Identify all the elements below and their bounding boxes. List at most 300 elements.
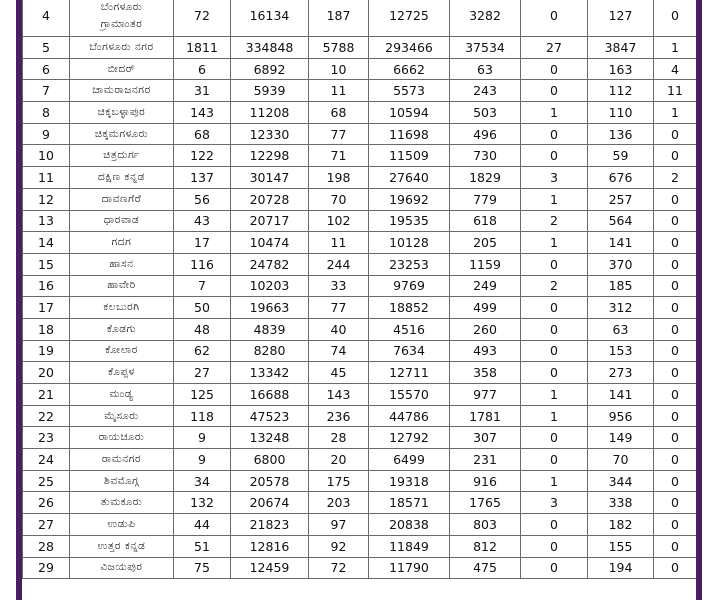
table-row (23, 405, 697, 427)
count-col-3-cell: 92 (309, 535, 369, 557)
count-col-4-cell: 12725 (369, 0, 450, 37)
count-col-3-cell: 10 (309, 58, 369, 80)
count-col-1-cell: 125 (174, 384, 231, 406)
count-col-5-cell: 812 (450, 535, 521, 557)
serial-number-cell: 26 (23, 492, 70, 514)
district-name-cell (70, 318, 174, 340)
count-col-1-cell: 137 (174, 167, 231, 189)
count-col-2-cell: 8280 (231, 340, 309, 362)
count-col-2-cell: 12816 (231, 535, 309, 557)
count-col-8-cell: 0 (654, 384, 697, 406)
count-col-8-cell: 0 (654, 253, 697, 275)
count-col-1-cell: 143 (174, 102, 231, 124)
count-col-5-cell: 475 (450, 557, 521, 579)
table-row (23, 167, 697, 189)
count-col-6-cell: 1 (521, 384, 588, 406)
district-name-cell (70, 80, 174, 102)
count-col-8-cell: 0 (654, 275, 697, 297)
count-col-4-cell: 7634 (369, 340, 450, 362)
serial-number-cell: 10 (23, 145, 70, 167)
district-name-cell (70, 449, 174, 471)
count-col-1-cell: 34 (174, 470, 231, 492)
district-name-cell (70, 362, 174, 384)
district-name-line: ಚಿಕ್ಕಮಗಳೂರು (94, 127, 149, 140)
count-col-7-cell: 149 (588, 427, 654, 449)
table-row (23, 318, 697, 340)
serial-number-cell: 9 (23, 123, 70, 145)
count-col-5-cell: 37534 (450, 37, 521, 59)
count-col-2-cell: 12330 (231, 123, 309, 145)
count-col-6-cell: 0 (521, 0, 588, 37)
count-col-8-cell: 0 (654, 210, 697, 232)
table-row (23, 188, 697, 210)
district-name-line: ಗ್ರಾಮಾಂತರ (100, 17, 143, 30)
count-col-6-cell: 3 (521, 167, 588, 189)
count-col-8-cell: 0 (654, 318, 697, 340)
table-row (23, 37, 697, 59)
count-col-8-cell: 0 (654, 188, 697, 210)
count-col-5-cell: 358 (450, 362, 521, 384)
count-col-3-cell: 70 (309, 188, 369, 210)
count-col-5-cell: 63 (450, 58, 521, 80)
count-col-3-cell: 198 (309, 167, 369, 189)
table-row (23, 297, 697, 319)
district-name-line: ಉತ್ತರ ಕನ್ನಡ (97, 539, 146, 552)
district-name-cell (70, 123, 174, 145)
district-name-cell (70, 514, 174, 536)
count-col-1-cell: 62 (174, 340, 231, 362)
count-col-3-cell: 71 (309, 145, 369, 167)
count-col-7-cell: 956 (588, 405, 654, 427)
count-col-2-cell: 20728 (231, 188, 309, 210)
count-col-1-cell: 132 (174, 492, 231, 514)
count-col-6-cell: 0 (521, 80, 588, 102)
count-col-1-cell: 122 (174, 145, 231, 167)
count-col-7-cell: 182 (588, 514, 654, 536)
serial-number-cell: 23 (23, 427, 70, 449)
count-col-1-cell: 51 (174, 535, 231, 557)
count-col-6-cell: 0 (521, 145, 588, 167)
count-col-4-cell: 15570 (369, 384, 450, 406)
count-col-4-cell: 18571 (369, 492, 450, 514)
count-col-3-cell: 236 (309, 405, 369, 427)
count-col-7-cell: 194 (588, 557, 654, 579)
count-col-3-cell: 244 (309, 253, 369, 275)
count-col-7-cell: 136 (588, 123, 654, 145)
count-col-2-cell: 11208 (231, 102, 309, 124)
count-col-3-cell: 74 (309, 340, 369, 362)
count-col-8-cell: 1 (654, 37, 697, 59)
district-name-line: ಬೆಂಗಳೂರು ನಗರ (89, 40, 154, 53)
count-col-8-cell: 0 (654, 0, 697, 37)
count-col-2-cell: 20717 (231, 210, 309, 232)
count-col-3-cell: 72 (309, 557, 369, 579)
table-sheet (22, 0, 696, 600)
count-col-4-cell: 12711 (369, 362, 450, 384)
count-col-4-cell: 23253 (369, 253, 450, 275)
district-name-cell (70, 535, 174, 557)
district-name-line: ಕೊಡಗು (106, 322, 137, 335)
serial-number-cell: 7 (23, 80, 70, 102)
count-col-7-cell: 163 (588, 58, 654, 80)
serial-number-cell: 13 (23, 210, 70, 232)
count-col-5-cell: 3282 (450, 0, 521, 37)
serial-number-cell: 5 (23, 37, 70, 59)
count-col-7-cell: 185 (588, 275, 654, 297)
count-col-5-cell: 779 (450, 188, 521, 210)
count-col-8-cell: 0 (654, 535, 697, 557)
count-col-7-cell: 344 (588, 470, 654, 492)
count-col-4-cell: 19692 (369, 188, 450, 210)
count-col-8-cell: 0 (654, 297, 697, 319)
serial-number-cell: 16 (23, 275, 70, 297)
serial-number-cell: 22 (23, 405, 70, 427)
count-col-7-cell: 63 (588, 318, 654, 340)
count-col-3-cell: 187 (309, 0, 369, 37)
count-col-2-cell: 24782 (231, 253, 309, 275)
table-row (23, 492, 697, 514)
district-name-cell (70, 253, 174, 275)
count-col-6-cell: 1 (521, 232, 588, 254)
count-col-2-cell: 6892 (231, 58, 309, 80)
count-col-4-cell: 293466 (369, 37, 450, 59)
count-col-2-cell: 30147 (231, 167, 309, 189)
count-col-8-cell: 0 (654, 232, 697, 254)
count-col-4-cell: 10594 (369, 102, 450, 124)
district-name-line: ದಕ್ಷಿಣ ಕನ್ನಡ (98, 170, 145, 183)
table-row (23, 232, 697, 254)
table-row (23, 514, 697, 536)
serial-number-cell: 17 (23, 297, 70, 319)
count-col-5-cell: 260 (450, 318, 521, 340)
district-name-line: ವಿಜಯಪುರ (100, 561, 143, 574)
count-col-8-cell: 0 (654, 449, 697, 471)
document-frame (16, 0, 702, 600)
count-col-3-cell: 175 (309, 470, 369, 492)
table-row (23, 384, 697, 406)
count-col-4-cell: 9769 (369, 275, 450, 297)
count-col-4-cell: 4516 (369, 318, 450, 340)
serial-number-cell: 15 (23, 253, 70, 275)
count-col-5-cell: 496 (450, 123, 521, 145)
serial-number-cell: 14 (23, 232, 70, 254)
count-col-3-cell: 40 (309, 318, 369, 340)
count-col-6-cell: 2 (521, 275, 588, 297)
count-col-4-cell: 11698 (369, 123, 450, 145)
count-col-1-cell: 68 (174, 123, 231, 145)
count-col-8-cell: 0 (654, 427, 697, 449)
district-name-cell (70, 58, 174, 80)
count-col-3-cell: 45 (309, 362, 369, 384)
count-col-1-cell: 1811 (174, 37, 231, 59)
count-col-3-cell: 77 (309, 123, 369, 145)
serial-number-cell: 28 (23, 535, 70, 557)
count-col-5-cell: 916 (450, 470, 521, 492)
count-col-8-cell: 1 (654, 102, 697, 124)
district-name-line: ಗದಗ (111, 236, 132, 249)
table-row (23, 58, 697, 80)
count-col-4-cell: 6662 (369, 58, 450, 80)
count-col-1-cell: 17 (174, 232, 231, 254)
table-row (23, 102, 697, 124)
serial-number-cell: 4 (23, 0, 70, 37)
count-col-6-cell: 0 (521, 340, 588, 362)
count-col-7-cell: 155 (588, 535, 654, 557)
district-name-line: ತುಮಕೂರು (100, 496, 143, 509)
serial-number-cell: 12 (23, 188, 70, 210)
district-name-cell (70, 557, 174, 579)
serial-number-cell: 24 (23, 449, 70, 471)
table-row (23, 427, 697, 449)
table-row (23, 449, 697, 471)
serial-number-cell: 29 (23, 557, 70, 579)
count-col-1-cell: 31 (174, 80, 231, 102)
count-col-6-cell: 0 (521, 362, 588, 384)
count-col-7-cell: 127 (588, 0, 654, 37)
count-col-6-cell: 0 (521, 58, 588, 80)
district-name-cell (70, 37, 174, 59)
district-name-line: ಶಿವಮೊಗ್ಗ (103, 474, 140, 487)
table-row (23, 535, 697, 557)
count-col-8-cell: 0 (654, 362, 697, 384)
count-col-6-cell: 0 (521, 253, 588, 275)
count-col-4-cell: 5573 (369, 80, 450, 102)
count-col-6-cell: 1 (521, 102, 588, 124)
count-col-6-cell: 0 (521, 557, 588, 579)
count-col-5-cell: 1765 (450, 492, 521, 514)
count-col-2-cell: 4839 (231, 318, 309, 340)
count-col-7-cell: 338 (588, 492, 654, 514)
table-row (23, 145, 697, 167)
count-col-6-cell: 0 (521, 514, 588, 536)
count-col-7-cell: 141 (588, 384, 654, 406)
count-col-2-cell: 334848 (231, 37, 309, 59)
count-col-7-cell: 70 (588, 449, 654, 471)
district-name-line: ರಾಮನಗರ (101, 452, 142, 465)
count-col-2-cell: 10474 (231, 232, 309, 254)
district-name-cell (70, 405, 174, 427)
count-col-2-cell: 12459 (231, 557, 309, 579)
count-col-7-cell: 273 (588, 362, 654, 384)
district-name-cell (70, 275, 174, 297)
count-col-3-cell: 11 (309, 232, 369, 254)
count-col-6-cell: 0 (521, 123, 588, 145)
count-col-6-cell: 27 (521, 37, 588, 59)
count-col-6-cell: 0 (521, 318, 588, 340)
count-col-7-cell: 59 (588, 145, 654, 167)
count-col-1-cell: 72 (174, 0, 231, 37)
serial-number-cell: 11 (23, 167, 70, 189)
count-col-1-cell: 9 (174, 427, 231, 449)
table-row (23, 210, 697, 232)
district-name-cell (70, 492, 174, 514)
count-col-2-cell: 13342 (231, 362, 309, 384)
district-name-line: ಕಲಬುರಗಿ (103, 301, 140, 314)
district-name-line: ಧಾರವಾಡ (103, 214, 140, 227)
count-col-1-cell: 50 (174, 297, 231, 319)
count-col-6-cell: 1 (521, 405, 588, 427)
count-col-7-cell: 564 (588, 210, 654, 232)
table-row (23, 123, 697, 145)
district-name-cell (70, 0, 174, 37)
count-col-1-cell: 7 (174, 275, 231, 297)
count-col-5-cell: 205 (450, 232, 521, 254)
count-col-3-cell: 11 (309, 80, 369, 102)
district-name-cell (70, 210, 174, 232)
count-col-1-cell: 118 (174, 405, 231, 427)
count-col-7-cell: 153 (588, 340, 654, 362)
count-col-3-cell: 77 (309, 297, 369, 319)
count-col-2-cell: 19663 (231, 297, 309, 319)
count-col-3-cell: 97 (309, 514, 369, 536)
district-name-cell (70, 102, 174, 124)
count-col-3-cell: 68 (309, 102, 369, 124)
count-col-7-cell: 3847 (588, 37, 654, 59)
count-col-3-cell: 102 (309, 210, 369, 232)
count-col-4-cell: 44786 (369, 405, 450, 427)
count-col-8-cell: 0 (654, 492, 697, 514)
count-col-5-cell: 618 (450, 210, 521, 232)
district-name-cell (70, 145, 174, 167)
count-col-1-cell: 56 (174, 188, 231, 210)
count-col-5-cell: 1829 (450, 167, 521, 189)
count-col-3-cell: 143 (309, 384, 369, 406)
count-col-5-cell: 249 (450, 275, 521, 297)
count-col-4-cell: 18852 (369, 297, 450, 319)
count-col-8-cell: 0 (654, 123, 697, 145)
serial-number-cell: 20 (23, 362, 70, 384)
district-name-cell (70, 232, 174, 254)
count-col-1-cell: 27 (174, 362, 231, 384)
count-col-4-cell: 11790 (369, 557, 450, 579)
count-col-3-cell: 33 (309, 275, 369, 297)
district-name-line: ಹಾಸನ (109, 257, 134, 270)
district-name-line: ಚಿಕ್ಕಬಳ್ಳಾಪುರ (97, 105, 146, 118)
count-col-8-cell: 0 (654, 340, 697, 362)
count-col-1-cell: 116 (174, 253, 231, 275)
count-col-4-cell: 12792 (369, 427, 450, 449)
count-col-6-cell: 0 (521, 535, 588, 557)
count-col-2-cell: 20674 (231, 492, 309, 514)
serial-number-cell: 8 (23, 102, 70, 124)
district-name-cell (70, 384, 174, 406)
count-col-4-cell: 11509 (369, 145, 450, 167)
district-name-cell (70, 188, 174, 210)
district-name-cell (70, 340, 174, 362)
district-name-line: ಬೀದರ್ (107, 62, 136, 75)
table-row (23, 275, 697, 297)
count-col-5-cell: 243 (450, 80, 521, 102)
serial-number-cell: 21 (23, 384, 70, 406)
count-col-4-cell: 6499 (369, 449, 450, 471)
count-col-1-cell: 75 (174, 557, 231, 579)
serial-number-cell: 27 (23, 514, 70, 536)
district-name-line: ದಾವಣಗೆರೆ (101, 192, 142, 205)
district-name-cell (70, 297, 174, 319)
count-col-2-cell: 5939 (231, 80, 309, 102)
count-col-6-cell: 3 (521, 492, 588, 514)
count-col-2-cell: 10203 (231, 275, 309, 297)
serial-number-cell: 19 (23, 340, 70, 362)
count-col-6-cell: 0 (521, 297, 588, 319)
table-row (23, 0, 697, 37)
count-col-8-cell: 11 (654, 80, 697, 102)
count-col-5-cell: 977 (450, 384, 521, 406)
district-name-cell (70, 167, 174, 189)
district-name-line: ರಾಯಚೂರು (98, 431, 145, 444)
district-name-line: ಚಿತ್ರದುರ್ಗ (103, 149, 140, 162)
count-col-4-cell: 20838 (369, 514, 450, 536)
count-col-5-cell: 231 (450, 449, 521, 471)
count-col-6-cell: 2 (521, 210, 588, 232)
count-col-3-cell: 20 (309, 449, 369, 471)
count-col-6-cell: 0 (521, 427, 588, 449)
count-col-5-cell: 499 (450, 297, 521, 319)
count-col-8-cell: 0 (654, 557, 697, 579)
count-col-7-cell: 312 (588, 297, 654, 319)
count-col-6-cell: 1 (521, 470, 588, 492)
count-col-1-cell: 48 (174, 318, 231, 340)
district-name-line: ಕೊಪ್ಪಳ (108, 366, 135, 379)
count-col-1-cell: 9 (174, 449, 231, 471)
serial-number-cell: 6 (23, 58, 70, 80)
district-data-table (22, 0, 696, 579)
count-col-4-cell: 19318 (369, 470, 450, 492)
count-col-4-cell: 19535 (369, 210, 450, 232)
count-col-5-cell: 803 (450, 514, 521, 536)
count-col-5-cell: 503 (450, 102, 521, 124)
count-col-7-cell: 676 (588, 167, 654, 189)
count-col-1-cell: 43 (174, 210, 231, 232)
count-col-2-cell: 6800 (231, 449, 309, 471)
district-name-cell (70, 427, 174, 449)
count-col-2-cell: 16134 (231, 0, 309, 37)
count-col-7-cell: 110 (588, 102, 654, 124)
district-name-line: ಹಾವೇರಿ (107, 279, 136, 292)
count-col-7-cell: 112 (588, 80, 654, 102)
count-col-4-cell: 10128 (369, 232, 450, 254)
count-col-5-cell: 1159 (450, 253, 521, 275)
count-col-6-cell: 0 (521, 449, 588, 471)
district-name-line: ಉಡುಪಿ (107, 517, 136, 530)
count-col-1-cell: 6 (174, 58, 231, 80)
count-col-7-cell: 257 (588, 188, 654, 210)
count-col-8-cell: 2 (654, 167, 697, 189)
table-row (23, 470, 697, 492)
district-name-line: ಕೋಲಾರ (105, 344, 138, 357)
count-col-1-cell: 44 (174, 514, 231, 536)
table-row (23, 80, 697, 102)
table-row (23, 557, 697, 579)
count-col-2-cell: 21823 (231, 514, 309, 536)
district-name-cell (70, 470, 174, 492)
count-col-8-cell: 0 (654, 145, 697, 167)
count-col-2-cell: 13248 (231, 427, 309, 449)
count-col-8-cell: 0 (654, 470, 697, 492)
count-col-8-cell: 0 (654, 405, 697, 427)
table-row (23, 362, 697, 384)
count-col-3-cell: 203 (309, 492, 369, 514)
count-col-5-cell: 307 (450, 427, 521, 449)
count-col-2-cell: 12298 (231, 145, 309, 167)
count-col-5-cell: 493 (450, 340, 521, 362)
count-col-6-cell: 1 (521, 188, 588, 210)
count-col-3-cell: 5788 (309, 37, 369, 59)
count-col-4-cell: 11849 (369, 535, 450, 557)
count-col-2-cell: 47523 (231, 405, 309, 427)
district-name-line: ಮೈಸೂರು (104, 409, 139, 422)
count-col-2-cell: 20578 (231, 470, 309, 492)
